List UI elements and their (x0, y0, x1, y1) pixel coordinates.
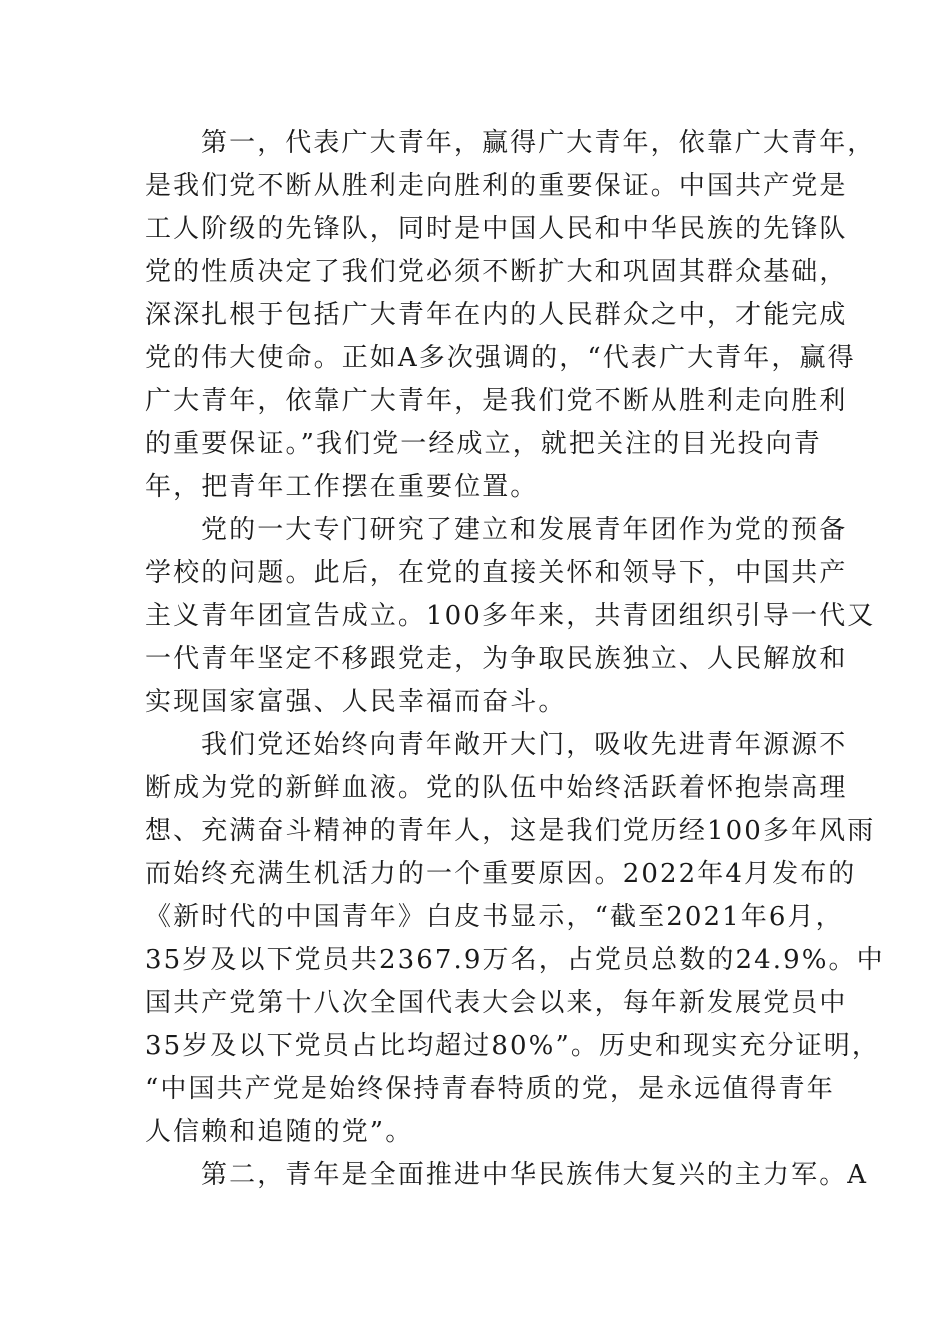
paragraph-4-line-1: 第二，青年是全面推进中华民族伟大复兴的主力军。A (201, 1160, 869, 1190)
paragraph-2-line-5: 实现国家富强、人民幸福而奋斗。 (145, 687, 567, 717)
paragraph-1-line-1: 第一，代表广大青年，赢得广大青年，依靠广大青年， (201, 128, 876, 158)
paragraph-1-line-2: 是我们党不断从胜利走向胜利的重要保证。中国共产党是 (145, 171, 848, 201)
paragraph-3-line-1: 我们党还始终向青年敞开大门，吸收先进青年源源不 (201, 730, 848, 760)
paragraph-1-line-4: 党的性质决定了我们党必须不断扩大和巩固其群众基础， (145, 257, 848, 287)
paragraph-2-line-3: 主义青年团宣告成立。100多年来，共青团组织引导一代又 (145, 601, 876, 631)
paragraph-3-line-10: 人信赖和追随的党”。 (145, 1117, 414, 1147)
paragraph-3-line-9: “中国共产党是始终保持青春特质的党，是永远值得青年 (145, 1074, 835, 1104)
paragraph-3-line-2: 断成为党的新鲜血液。党的队伍中始终活跃着怀抱崇高理 (145, 773, 848, 803)
paragraph-3-line-8: 35岁及以下党员占比均超过80%”。历史和现实充分证明， (145, 1031, 880, 1061)
paragraph-1-line-3: 工人阶级的先锋队，同时是中国人民和中华民族的先锋队 (145, 214, 848, 244)
paragraph-1-line-8: 的重要保证。”我们党一经成立，就把关注的目光投向青 (145, 429, 822, 459)
paragraph-2-line-4: 一代青年坚定不移跟党走，为争取民族独立、人民解放和 (145, 644, 848, 674)
paragraph-3-line-6: 35岁及以下党员共2367.9万名，占党员总数的24.9%。中 (145, 945, 885, 975)
paragraph-2-line-1: 党的一大专门研究了建立和发展青年团作为党的预备 (201, 515, 848, 545)
paragraph-3-line-5: 《新时代的中国青年》白皮书显示，“截至2021年6月， (145, 902, 844, 932)
paragraph-2-line-2: 学校的问题。此后，在党的直接关怀和领导下，中国共产 (145, 558, 848, 588)
paragraph-1-line-6: 党的伟大使命。正如A多次强调的，“代表广大青年，赢得 (145, 343, 856, 373)
document-body (145, 122, 885, 1197)
paragraph-3-line-4: 而始终充满生机活力的一个重要原因。2022年4月发布的 (145, 859, 857, 889)
paragraph-3-line-3: 想、充满奋斗精神的青年人，这是我们党历经100多年风雨 (145, 816, 876, 846)
paragraph-1-line-5: 深深扎根于包括广大青年在内的人民群众之中，才能完成 (145, 300, 848, 330)
paragraph-1-line-9: 年，把青年工作摆在重要位置。 (145, 472, 539, 502)
paragraph-3-line-7: 国共产党第十八次全国代表大会以来，每年新发展党员中 (145, 988, 848, 1018)
paragraph-1-line-7: 广大青年，依靠广大青年，是我们党不断从胜利走向胜利 (145, 386, 848, 416)
